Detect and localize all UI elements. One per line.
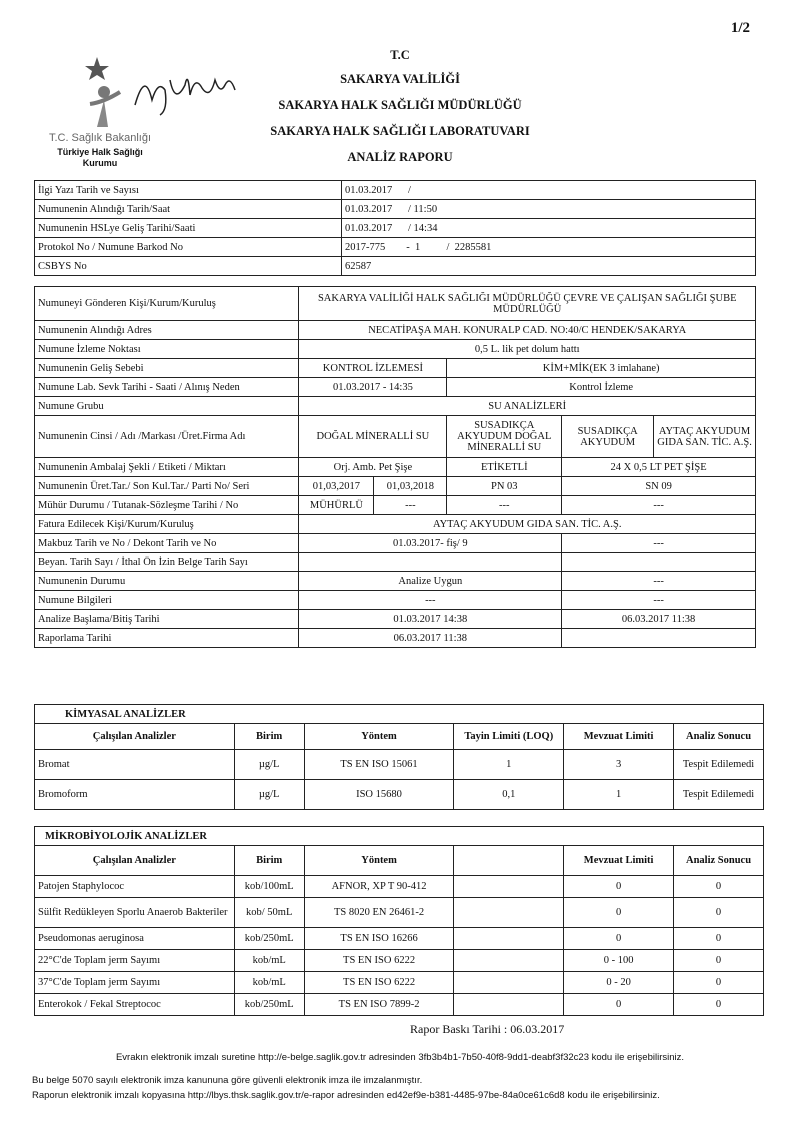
micro-cell: TS EN ISO 6222 <box>304 972 454 994</box>
chem-header-limit: Mevzuat Limiti <box>564 724 674 750</box>
pack-value-2: ETİKETLİ <box>447 458 562 477</box>
chem-cell: ISO 15680 <box>304 780 454 810</box>
table-row <box>35 257 756 276</box>
reason-label: Numunenin Geliş Sebebi <box>35 359 299 378</box>
decl-label: Beyan. Tarih Sayı / İthal Ön İzin Belge Tarih Sayı <box>35 553 299 572</box>
info-row-value-2: --- <box>562 591 756 610</box>
header-mudurluk: SAKARYA HALK SAĞLIĞI MÜDÜRLÜĞÜ <box>278 98 522 112</box>
logo-line1: T.C. Sağlık Bakanlığı <box>48 132 152 144</box>
info-value: 01.03.2017 / <box>342 181 756 200</box>
info-value: 2017-775 - 1 / 2285581 <box>342 238 756 257</box>
chem-cell: 1 <box>454 750 564 780</box>
micro-header-unit: Birim <box>234 846 304 876</box>
prod-label: Numunenin Üret.Tar./ Son Kul.Tar./ Parti No/ Seri <box>35 477 299 496</box>
address-label: Numunenin Alındığı Adres <box>35 321 299 340</box>
footer-line3: Raporun elektronik imzalı kopyasına http://lbys.thsk.saglik.gov.tr/e-rapor adresinden ed42ef9e-b381-4485-97be-84a0ce61c6d8 kodu ile erişebilirsiniz. <box>32 1090 660 1101</box>
micro-cell <box>454 972 564 994</box>
info-row-value-1: --- <box>299 591 562 610</box>
micro-cell: 22°C'de Toplam jerm Sayımı <box>35 950 235 972</box>
table-row <box>35 534 756 553</box>
chem-cell: 3 <box>564 750 674 780</box>
point-label: Numune İzleme Noktası <box>35 340 299 359</box>
table-row <box>35 321 756 340</box>
table-row <box>35 780 764 810</box>
receipt-value-2: --- <box>562 534 756 553</box>
pack-value-1: Orj. Amb. Pet Şişe <box>299 458 447 477</box>
info-table <box>34 180 756 276</box>
type-value-4: AYTAÇ AKYUDUM GIDA SAN. TİC. A.Ş. <box>654 416 756 458</box>
info-value: 62587 <box>342 257 756 276</box>
micro-cell: 0 <box>564 876 674 898</box>
seal-label: Mühür Durumu / Tutanak-Sözleşme Tarihi / No <box>35 496 299 515</box>
micro-cell: TS 8020 EN 26461-2 <box>304 898 454 928</box>
micro-cell: Sülfit Redükleyen Sporlu Anaerob Bakteriler <box>35 898 235 928</box>
micro-cell: Pseudomonas aeruginosa <box>35 928 235 950</box>
table-row <box>35 994 764 1016</box>
prod-value-1: 01,03,2017 <box>299 477 374 496</box>
micro-cell: kob/100mL <box>234 876 304 898</box>
micro-cell <box>454 928 564 950</box>
micro-cell: 37°C'de Toplam jerm Sayımı <box>35 972 235 994</box>
invoice-value: AYTAÇ AKYUDUM GIDA SAN. TİC. A.Ş. <box>299 515 756 534</box>
group-value: SU ANALİZLERİ <box>299 397 756 416</box>
micro-cell: 0 <box>674 876 764 898</box>
point-value: 0,5 L. lik pet dolum hattı <box>299 340 756 359</box>
chem-title: KİMYASAL ANALİZLER <box>35 705 764 724</box>
sample-table <box>34 286 756 648</box>
table-row <box>35 416 756 458</box>
chem-header-result: Analiz Sonucu <box>674 724 764 750</box>
header-valilik: SAKARYA VALİLİĞİ <box>340 72 460 86</box>
chem-header-unit: Birim <box>234 724 304 750</box>
status-value-1: Analize Uygun <box>299 572 562 591</box>
seal-value-1: MÜHÜRLÜ <box>299 496 374 515</box>
chem-cell: TS EN ISO 15061 <box>304 750 454 780</box>
table-row <box>35 477 756 496</box>
reason-value-2: KİM+MİK(EK 3 imlahane) <box>447 359 756 378</box>
type-value-3: SUSADIKÇA AKYUDUM <box>562 416 654 458</box>
micro-cell: kob/mL <box>234 972 304 994</box>
table-row <box>35 397 756 416</box>
chem-cell: µg/L <box>234 780 304 810</box>
chem-header-method: Yöntem <box>304 724 454 750</box>
header-lab: SAKARYA HALK SAĞLIĞI LABORATUVARI <box>270 124 530 138</box>
seal-value-4: --- <box>562 496 756 515</box>
prod-value-3: PN 03 <box>447 477 562 496</box>
micro-table <box>34 826 764 1016</box>
info-value: 01.03.2017 / 14:34 <box>342 219 756 238</box>
micro-cell: Enterokok / Fekal Streptococ <box>35 994 235 1016</box>
table-row <box>35 898 764 928</box>
micro-cell <box>454 876 564 898</box>
micro-cell: kob/250mL <box>234 928 304 950</box>
table-row <box>35 340 756 359</box>
type-value-1: DOĞAL MİNERALLİ SU <box>299 416 447 458</box>
info-label: Numunenin HSLye Geliş Tarihi/Saati <box>35 219 342 238</box>
logo-line3: Kurumu <box>82 158 118 168</box>
lab-value-1: 01.03.2017 - 14:35 <box>299 378 447 397</box>
table-row <box>35 238 756 257</box>
table-row <box>35 610 756 629</box>
micro-cell: kob/250mL <box>234 994 304 1016</box>
table-row <box>35 219 756 238</box>
chem-cell: Tespit Edilemedi <box>674 750 764 780</box>
micro-cell: 0 <box>674 994 764 1016</box>
micro-cell: kob/ 50mL <box>234 898 304 928</box>
analysis-end: 06.03.2017 11:38 <box>562 610 756 629</box>
pack-label: Numunenin Ambalaj Şekli / Etiketi / Miktarı <box>35 458 299 477</box>
info-label: CSBYS No <box>35 257 342 276</box>
micro-cell <box>454 898 564 928</box>
micro-cell: TS EN ISO 7899-2 <box>304 994 454 1016</box>
page-number: 1/2 <box>730 20 750 36</box>
info-label: Numunenin Alındığı Tarih/Saat <box>35 200 342 219</box>
table-row <box>35 950 764 972</box>
micro-title: MİKROBİYOLOJİK ANALİZLER <box>35 827 764 846</box>
chem-cell: 0,1 <box>454 780 564 810</box>
micro-cell: 0 <box>674 972 764 994</box>
chem-cell: 1 <box>564 780 674 810</box>
table-row <box>35 972 764 994</box>
analysis-start: 01.03.2017 14:38 <box>299 610 562 629</box>
invoice-label: Fatura Edilecek Kişi/Kurum/Kuruluş <box>35 515 299 534</box>
micro-cell: 0 <box>564 994 674 1016</box>
reason-value-1: KONTROL İZLEMESİ <box>299 359 447 378</box>
seal-value-3: --- <box>447 496 562 515</box>
micro-cell: 0 - 100 <box>564 950 674 972</box>
footer-line2: Bu belge 5070 sayılı elektronik imza kanununa göre güvenli elektronik imza ile imzalanmıştır. <box>32 1075 423 1086</box>
micro-cell: 0 <box>674 898 764 928</box>
chem-header-loq: Tayin Limiti (LOQ) <box>454 724 564 750</box>
micro-cell: 0 <box>674 950 764 972</box>
micro-cell: 0 <box>564 898 674 928</box>
micro-cell <box>454 950 564 972</box>
table-row <box>35 876 764 898</box>
table-row <box>35 458 756 477</box>
logo-line2: Türkiye Halk Sağlığı <box>57 147 143 157</box>
micro-cell: 0 <box>564 928 674 950</box>
table-row <box>35 378 756 397</box>
pack-value-3: 24 X 0,5 LT PET ŞİŞE <box>562 458 756 477</box>
micro-cell: 0 - 20 <box>564 972 674 994</box>
chem-header-analysis: Çalışılan Analizler <box>35 724 235 750</box>
report-value: 06.03.2017 11:38 <box>299 629 562 648</box>
table-row <box>35 629 756 648</box>
lab-value-2: Kontrol İzleme <box>447 378 756 397</box>
table-row <box>35 181 756 200</box>
micro-header-analysis: Çalışılan Analizler <box>35 846 235 876</box>
info-value: 01.03.2017 / 11:50 <box>342 200 756 219</box>
footer-line1: Evrakın elektronik imzalı suretine http://e-belge.saglik.gov.tr adresinden 3fb3b4b1-7b50-40f8-9dd1-deabf3f32c23 kodu ile erişebilirsiniz. <box>115 1052 685 1063</box>
table-row <box>35 553 756 572</box>
micro-header-method: Yöntem <box>304 846 454 876</box>
print-date: Rapor Baskı Tarihi : 06.03.2017 <box>410 1022 565 1036</box>
table-row <box>35 515 756 534</box>
table-row <box>35 287 756 321</box>
sender-value: SAKARYA VALİLİĞİ HALK SAĞLIĞI MÜDÜRLÜĞÜ ÇEVRE VE ÇALIŞAN SAĞLIĞI ŞUBE MÜDÜRLÜĞÜ <box>299 287 756 321</box>
chem-cell: Tespit Edilemedi <box>674 780 764 810</box>
info-label: Protokol No / Numune Barkod No <box>35 238 342 257</box>
micro-cell: AFNOR, XP T 90-412 <box>304 876 454 898</box>
micro-header-result: Analiz Sonucu <box>674 846 764 876</box>
chem-cell: µg/L <box>234 750 304 780</box>
report-title: ANALİZ RAPORU <box>347 150 453 164</box>
address-value: NECATİPAŞA MAH. KONURALP CAD. NO:40/C HENDEK/SAKARYA <box>299 321 756 340</box>
report-label: Raporlama Tarihi <box>35 629 299 648</box>
receipt-label: Makbuz Tarih ve No / Dekont Tarih ve No <box>35 534 299 553</box>
status-value-2: --- <box>562 572 756 591</box>
type-value-2: SUSADIKÇA AKYUDUM DOĞAL MİNERALLİ SU <box>447 416 562 458</box>
header-tc: T.C <box>390 48 410 62</box>
chem-cell: Bromat <box>35 750 235 780</box>
type-label: Numunenin Cinsi / Adı /Markası /Üret.Firma Adı <box>35 416 299 458</box>
table-row <box>35 591 756 610</box>
info-row-label: Numune Bilgileri <box>35 591 299 610</box>
micro-cell: TS EN ISO 6222 <box>304 950 454 972</box>
info-label: İlgi Yazı Tarih ve Sayısı <box>35 181 342 200</box>
table-row <box>35 496 756 515</box>
analysis-label: Analize Başlama/Bitiş Tarihi <box>35 610 299 629</box>
group-label: Numune Grubu <box>35 397 299 416</box>
receipt-value-1: 01.03.2017- fiş/ 9 <box>299 534 562 553</box>
micro-header-limit: Mevzuat Limiti <box>564 846 674 876</box>
status-label: Numunenin Durumu <box>35 572 299 591</box>
lab-label: Numune Lab. Sevk Tarihi - Saati / Alınış Neden <box>35 378 299 397</box>
chem-table <box>34 704 764 810</box>
table-row <box>35 572 756 591</box>
micro-cell <box>454 994 564 1016</box>
table-row <box>35 200 756 219</box>
micro-cell: TS EN ISO 16266 <box>304 928 454 950</box>
micro-cell: 0 <box>674 928 764 950</box>
micro-cell: Patojen Staphylococ <box>35 876 235 898</box>
micro-cell: kob/mL <box>234 950 304 972</box>
prod-value-4: SN 09 <box>562 477 756 496</box>
sender-label: Numuneyi Gönderen Kişi/Kurum/Kuruluş <box>35 287 299 321</box>
chem-cell: Bromoform <box>35 780 235 810</box>
micro-header-empty <box>454 846 564 876</box>
seal-value-2: --- <box>374 496 447 515</box>
table-row <box>35 750 764 780</box>
prod-value-2: 01,03,2018 <box>374 477 447 496</box>
table-row <box>35 928 764 950</box>
table-row <box>35 359 756 378</box>
